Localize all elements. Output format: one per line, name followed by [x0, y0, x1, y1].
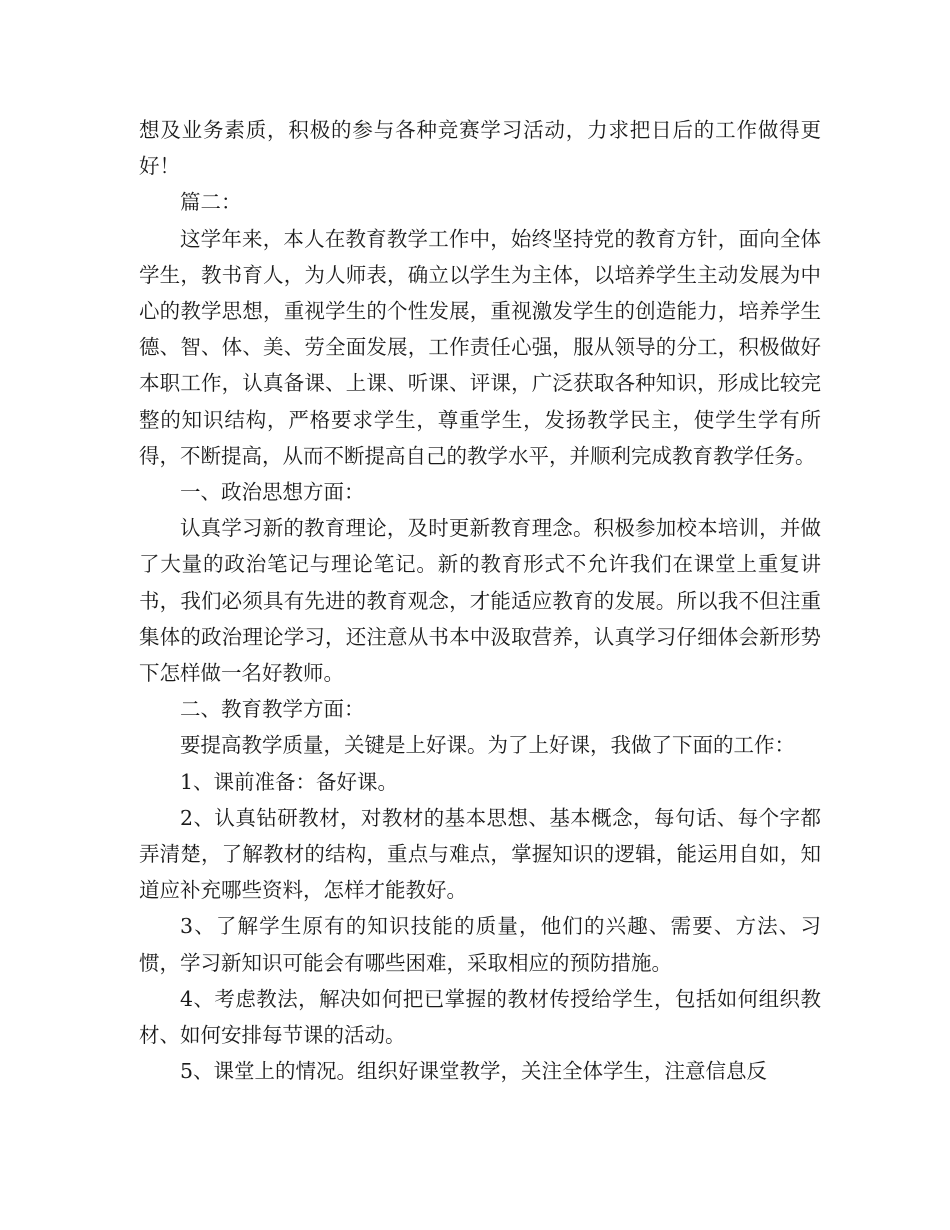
list-item: 1、课前准备：备好课。 — [180, 769, 399, 794]
section-heading: 一、政治思想方面： — [180, 480, 365, 505]
document-page — [139, 112, 821, 1089]
section-label: 篇二： — [180, 190, 242, 215]
list-item: 5、课堂上的情况。组织好课堂教学，关注全体学生，注意信息反 — [180, 1059, 768, 1084]
list-item: 3、了解学生原有的知识技能的质量，他们的兴趣、需要、方法、习惯，学习新知识可能会有哪些困难，采取相应的预防措施。 — [139, 914, 821, 975]
paragraph: 想及业务素质，积极的参与各种竞赛学习活动，力求把日后的工作做得更好！ — [139, 118, 821, 179]
paragraph: 这学年来，本人在教育教学工作中，始终坚持党的教育方针，面向全体学生，教书育人，为人师表，确立以学生为主体，以培养学生主动发展为中心的教学思想，重视学生的个性发展，重视激发学生的创造能力，培养学生德、智、体、美、劳全面发展，工作责任心强，服从领导的分工，积极做好本职工作，认真备课、上课、听课、评课，广泛获取各种知识，形成比较完整的知识结构，严格要求学生，尊重学生，发扬教学民主，使学生学有所得，不断提高，从而不断提高自己的教学水平，并顺利完成教育教学任务。 — [139, 226, 821, 468]
section-heading: 二、教育教学方面： — [180, 697, 365, 722]
list-item: 2、认真钻研教材，对教材的基本思想、基本概念，每句话、每个字都弄清楚，了解教材的结构，重点与难点，掌握知识的逻辑，能运用自如，知道应补充哪些资料，怎样才能教好。 — [139, 805, 821, 903]
list-item: 4、考虑教法，解决如何把已掌握的教材传授给学生，包括如何组织教材、如何安排每节课的活动。 — [139, 986, 821, 1048]
paragraph: 要提高教学质量，关键是上好课。为了上好课，我做了下面的工作： — [180, 733, 795, 758]
paragraph: 认真学习新的教育理论，及时更新教育理念。积极参加校本培训，并做了大量的政治笔记与理论笔记。新的教育形式不允许我们在课堂上重复讲书，我们必须具有先进的教育观念，才能适应教育的发展。所以我不但注重集体的政治理论学习，还注意从书本中汲取营养，认真学习仔细体会新形势下怎样做一名好教师。 — [139, 516, 821, 686]
